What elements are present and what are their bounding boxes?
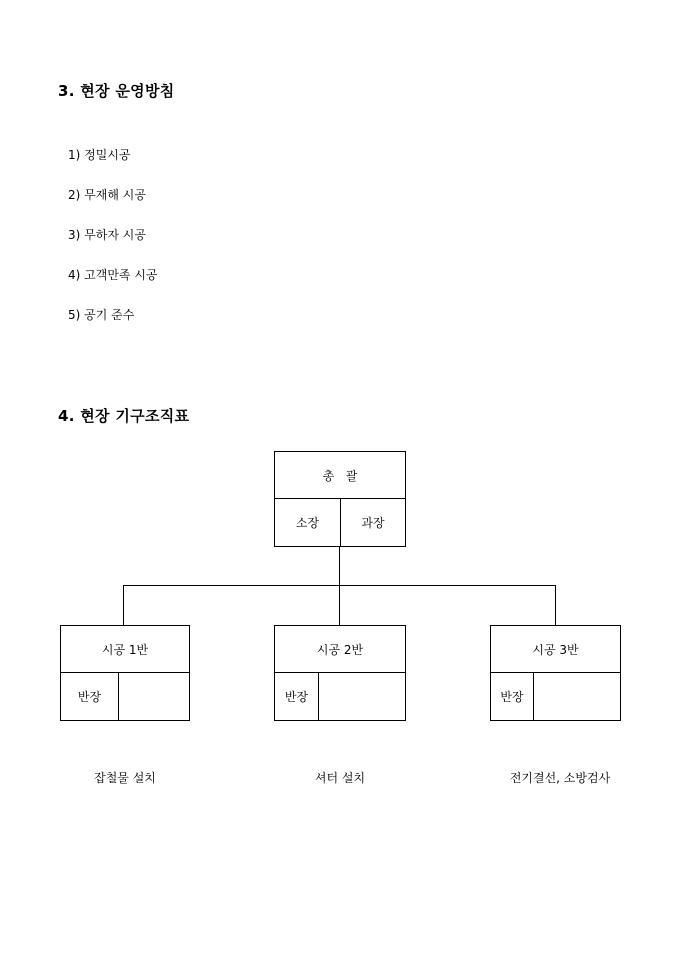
policy-item-5: 5) 공기 준수	[68, 308, 135, 322]
section-3-heading: 3. 현장 운영방침	[58, 82, 175, 100]
policy-item-1: 1) 정밀시공	[68, 148, 131, 162]
team-box-3	[490, 625, 621, 721]
policy-item-3: 3) 무하자 시공	[68, 228, 146, 242]
top-box-left-label: 소장	[295, 516, 320, 530]
team-box-2	[274, 625, 406, 721]
team-3-leader-label: 반장	[500, 690, 524, 704]
team-2-task: 셔터 설치	[314, 771, 366, 785]
team-1-leader-label: 반장	[77, 690, 102, 704]
team-2-leader-label: 반장	[284, 690, 309, 704]
connector-vertical-main	[339, 546, 340, 626]
team-3-title: 시공 3반	[532, 642, 579, 657]
team-box-1	[60, 625, 190, 721]
connector-horizontal	[123, 585, 556, 586]
team-1-vdivider	[118, 673, 119, 720]
top-box	[274, 451, 406, 547]
team-1-task: 잡철물 설치	[94, 771, 156, 785]
team-3-vdivider	[533, 673, 534, 720]
top-box-title: 총 괄	[322, 468, 358, 483]
team-1-title: 시공 1반	[101, 642, 149, 657]
team-2-title: 시공 2반	[316, 642, 364, 657]
policy-item-4: 4) 고객만족 시공	[68, 268, 158, 282]
section-4-heading: 4. 현장 기구조직표	[58, 407, 190, 425]
top-box-right-label: 과장	[361, 516, 385, 530]
connector-vertical-right	[555, 585, 556, 626]
connector-vertical-left	[123, 585, 124, 626]
team-2-vdivider	[318, 673, 319, 720]
team-3-task: 전기결선, 소방검사	[509, 771, 611, 785]
policy-item-2: 2) 무재해 시공	[68, 188, 146, 202]
